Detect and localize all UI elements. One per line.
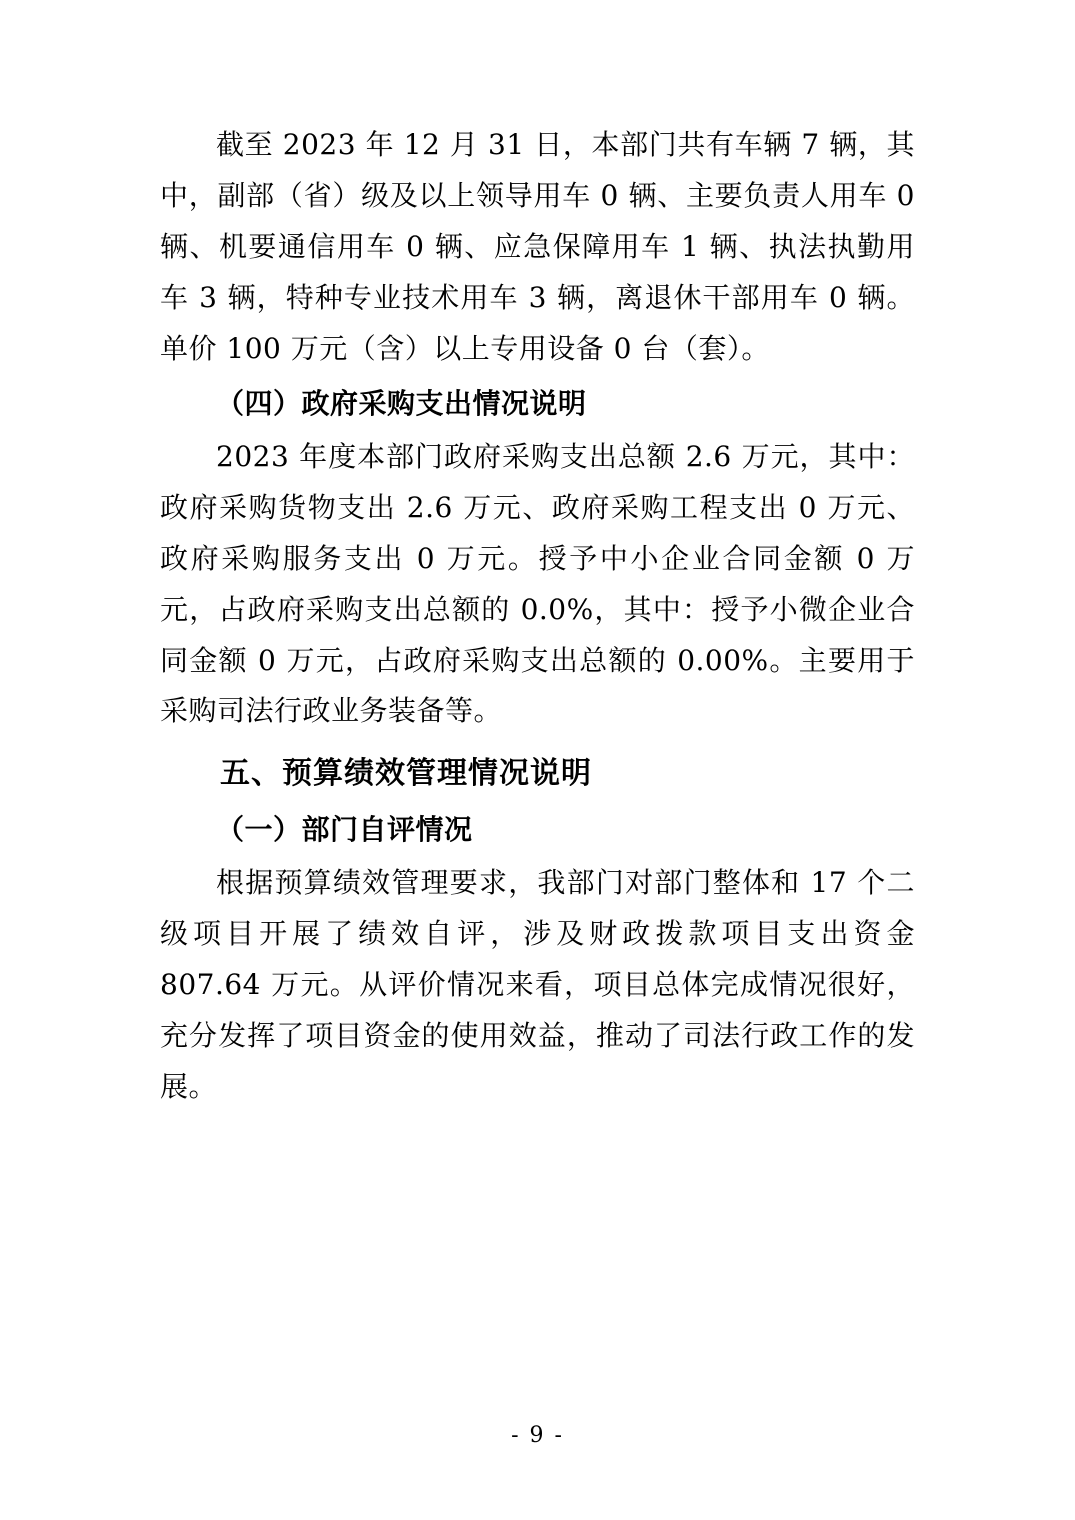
- heading-procurement-expenditure: （四）政府采购支出情况说明: [216, 386, 587, 420]
- heading-budget-performance-management: 五、预算绩效管理情况说明: [220, 756, 592, 792]
- paragraph-self-assessment: 根据预算绩效管理要求，我部门对部门整体和 17 个二级项目开展了绩效自评，涉及财政拨款项目支出资金 807.64 万元。从评价情况来看，项目总体完成情况很好，充分发挥了项目资金的使用效益，推动了司法行政工作的发展。: [160, 865, 915, 1103]
- paragraph-procurement: 2023 年度本部门政府采购支出总额 2.6 万元，其中：政府采购货物支出 2.6 万元、政府采购工程支出 0 万元、政府采购服务支出 0 万元。授予中小企业合同金额 0 万元，占政府采购支出总额的 0.0%，其中：授予小微企业合同金额 0 万元，占政府采购支出总额的 0.00%。主要用于采购司法行政业务装备等。: [160, 439, 915, 728]
- page-number: - 9 -: [511, 1423, 564, 1448]
- heading-department-self-assessment: （一）部门自评情况: [216, 813, 473, 847]
- paragraph-vehicles: 截至 2023 年 12 月 31 日，本部门共有车辆 7 辆，其中，副部（省）级及以上领导用车 0 辆、主要负责人用车 0 辆、机要通信用车 0 辆、应急保障用车 1 辆、执法执勤用车 3 辆，特种专业技术用车 3 辆，离退休干部用车 0 辆。单价 100 万元（含）以上专用设备 0 台（套）。: [160, 128, 915, 365]
